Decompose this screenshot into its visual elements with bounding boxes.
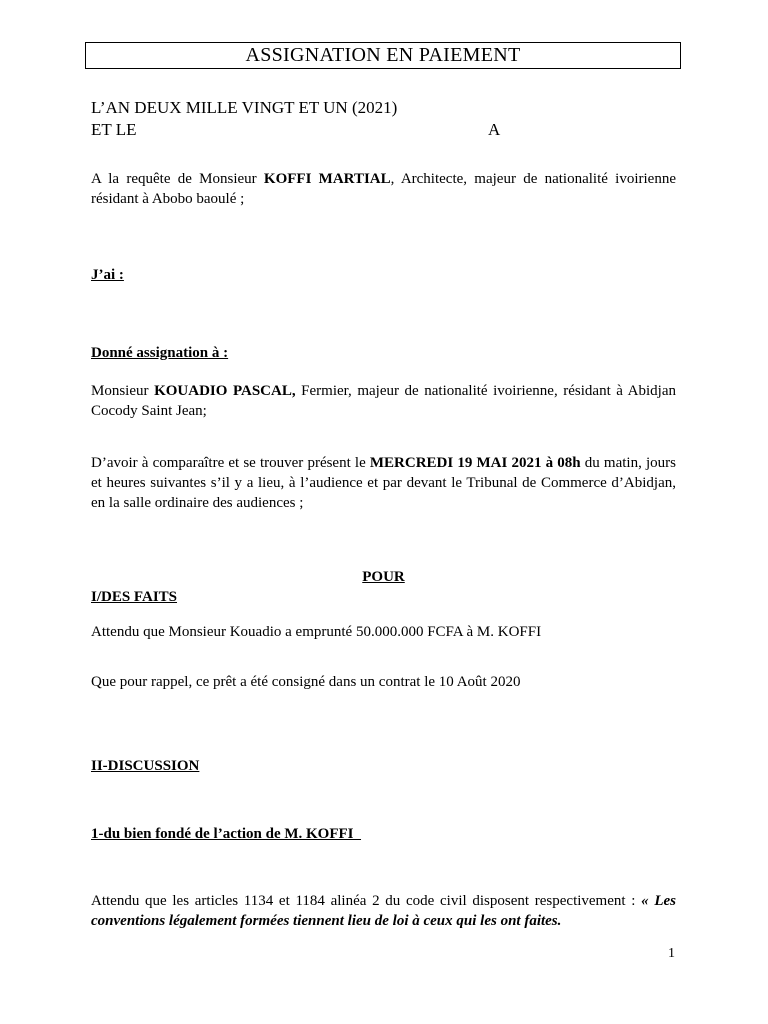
- comparaitre-suffix: du matin, jours et heures suivantes s’il y a lieu, à l’audience et par devant le Tribunal de Commerce d’Abidjan, en la salle ordinaire des audiences ;: [91, 455, 676, 511]
- defendeur-prefix: Monsieur: [91, 383, 155, 399]
- bien-fonde-subheading: 1-du bien fondé de l’action de M. KOFFI: [91, 826, 362, 842]
- audience-date: MERCREDI 19 MAI 2021 à 08h: [369, 455, 581, 471]
- discussion-heading: II-DISCUSSION: [91, 758, 200, 774]
- comparaitre-prefix: D’avoir à comparaître et se trouver présent le: [91, 455, 370, 471]
- page-number: 1: [668, 946, 675, 961]
- articles-paragraph: [91, 891, 676, 931]
- requerant-name: KOFFI MARTIAL: [263, 171, 391, 187]
- rappel-contrat: Que pour rappel, ce prêt a été consigné dans un contrat le 10 Août 2020: [91, 674, 521, 690]
- et-le-line: ET LE: [91, 120, 137, 139]
- jai-heading: J’ai :: [91, 267, 124, 283]
- articles-prefix: Attendu que les articles 1134 et 1184 alinéa 2 du code civil disposent respectivement :: [91, 893, 642, 909]
- code-civil-quote: « Les conventions légalement formées tiennent lieu de loi à ceux qui les ont faites.: [91, 893, 676, 929]
- attendu-emprunt: Attendu que Monsieur Kouadio a emprunté 50.000.000 FCFA à M. KOFFI: [91, 624, 542, 640]
- donne-assignation-heading: Donné assignation à :: [91, 345, 229, 361]
- document-title: ASSIGNATION EN PAIEMENT: [85, 42, 681, 69]
- faits-heading: I/DES FAITS: [91, 589, 178, 605]
- requete-suffix: , Architecte, majeur de nationalité ivoirienne résidant à Abobo baoulé ;: [91, 171, 676, 207]
- requete-prefix: A la requête de Monsieur: [91, 171, 264, 187]
- date-line: L’AN DEUX MILLE VINGT ET UN (2021): [91, 98, 398, 117]
- a-marker: A: [488, 120, 501, 139]
- requete-paragraph: [91, 169, 676, 209]
- defendeur-paragraph: [91, 381, 676, 421]
- defendeur-name: KOUADIO PASCAL,: [154, 383, 296, 399]
- pour-heading: POUR: [362, 569, 405, 585]
- defendeur-suffix: Fermier, majeur de nationalité ivoirienne, résidant à Abidjan Cocody Saint Jean;: [91, 383, 677, 419]
- comparaitre-paragraph: [91, 453, 676, 513]
